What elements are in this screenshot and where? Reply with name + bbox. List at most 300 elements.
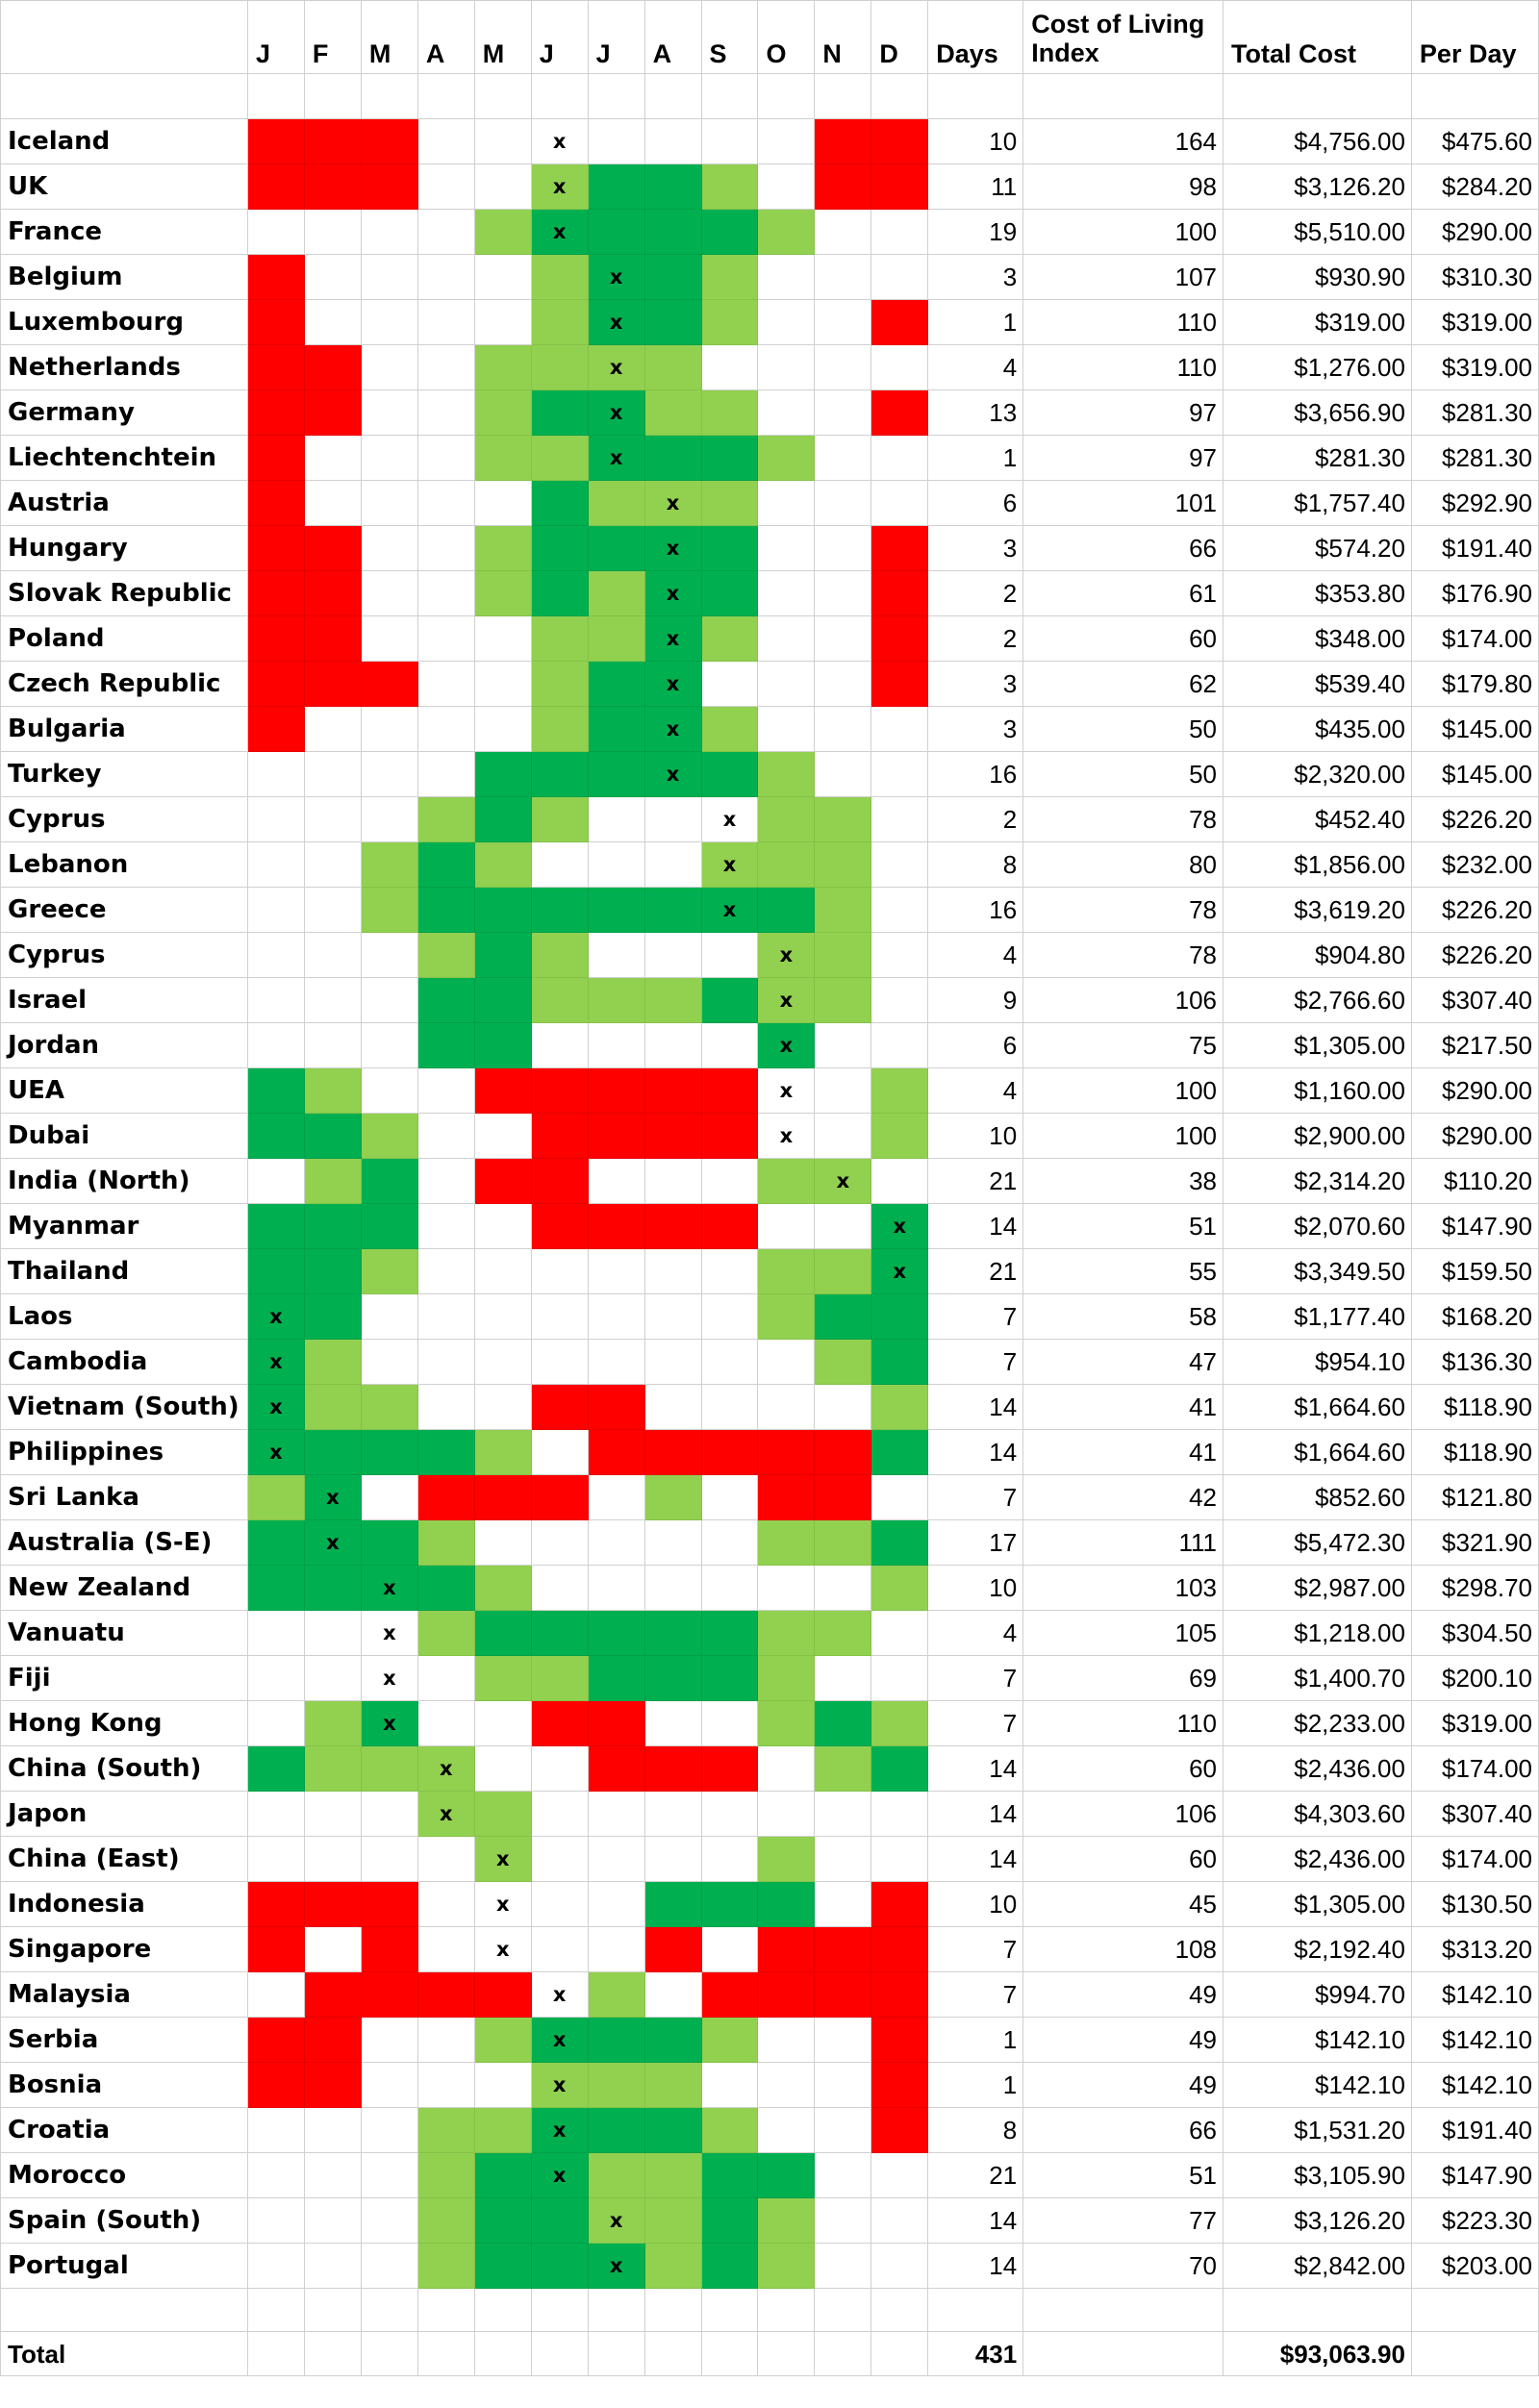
per-day-cell: $281.30 <box>1411 436 1538 481</box>
month-cell <box>815 2018 871 2063</box>
month-cell <box>304 1023 361 1068</box>
month-cell <box>304 210 361 255</box>
country-name: Turkey <box>1 752 248 797</box>
country-name: Serbia <box>1 2018 248 2063</box>
grand-total-cost: $93,063.90 <box>1224 2332 1412 2376</box>
month-cell <box>871 842 928 888</box>
cost-index-cell: 66 <box>1023 2108 1224 2153</box>
visit-mark: x <box>269 1440 283 1464</box>
days-cell: 2 <box>928 797 1023 842</box>
cost-index-cell: 106 <box>1023 978 1224 1023</box>
visit-mark: x <box>666 490 680 514</box>
total-cost-cell: $2,987.00 <box>1224 1566 1412 1611</box>
month-cell <box>247 119 304 164</box>
country-name: Sri Lanka <box>1 1475 248 1520</box>
month-cell <box>417 933 474 978</box>
cost-index-cell: 49 <box>1023 2063 1224 2108</box>
table-row <box>1 119 1539 164</box>
table-row <box>1 1566 1539 1611</box>
table-row <box>1 933 1539 978</box>
month-cell <box>871 2244 928 2289</box>
month-cell <box>304 933 361 978</box>
month-cell <box>701 1792 758 1837</box>
month-cell <box>474 300 531 345</box>
month-cell <box>815 1837 871 1882</box>
month-cell <box>644 616 701 662</box>
month-cell <box>871 1701 928 1746</box>
visit-mark: x <box>779 1078 794 1102</box>
cost-index-cell: 78 <box>1023 797 1224 842</box>
month-cell <box>247 1475 304 1520</box>
country-name: Cyprus <box>1 797 248 842</box>
total-cost-cell: $1,218.00 <box>1224 1611 1412 1656</box>
total-days: 431 <box>928 2332 1023 2376</box>
month-cell <box>531 2244 588 2289</box>
month-cell <box>701 2063 758 2108</box>
month-cell <box>531 933 588 978</box>
month-cell <box>644 345 701 390</box>
table-row <box>1 978 1539 1023</box>
total-cost-cell: $3,126.20 <box>1224 164 1412 210</box>
per-day-cell: $304.50 <box>1411 1611 1538 1656</box>
month-cell <box>588 1927 644 1972</box>
month-cell <box>871 616 928 662</box>
month-cell <box>758 1972 815 2018</box>
month-cell <box>474 616 531 662</box>
visit-mark: x <box>609 355 623 379</box>
month-cell <box>531 1204 588 1249</box>
month-cell <box>644 1430 701 1475</box>
month-cell <box>247 2018 304 2063</box>
table-row <box>1 1927 1539 1972</box>
month-cell <box>815 2244 871 2289</box>
month-cell <box>815 571 871 616</box>
month-cell <box>531 752 588 797</box>
month-cell <box>758 1520 815 1566</box>
country-name: Poland <box>1 616 248 662</box>
month-cell <box>701 2108 758 2153</box>
per-day-cell: $142.10 <box>1411 2018 1538 2063</box>
month-cell <box>361 1294 417 1340</box>
month-cell <box>815 164 871 210</box>
month-cell <box>417 1385 474 1430</box>
month-cell <box>247 255 304 300</box>
month-cell <box>871 2018 928 2063</box>
month-cell <box>361 481 417 526</box>
month-cell <box>361 1656 417 1701</box>
cost-index-cell: 51 <box>1023 1204 1224 1249</box>
month-cell <box>644 1520 701 1566</box>
month-cell <box>588 1249 644 1294</box>
per-day-cell: $174.00 <box>1411 1746 1538 1792</box>
month-cell <box>871 2153 928 2198</box>
month-cell <box>417 390 474 436</box>
month-cell <box>361 888 417 933</box>
table-row <box>1 1475 1539 1520</box>
month-cell <box>758 1792 815 1837</box>
month-cell <box>815 978 871 1023</box>
country-name: Singapore <box>1 1927 248 1972</box>
total-cost-cell: $994.70 <box>1224 1972 1412 2018</box>
month-cell <box>474 571 531 616</box>
per-day-cell: $179.80 <box>1411 662 1538 707</box>
month-cell <box>531 1701 588 1746</box>
month-cell <box>531 390 588 436</box>
month-cell <box>588 662 644 707</box>
month-cell <box>361 752 417 797</box>
month-cell <box>871 390 928 436</box>
month-cell <box>247 752 304 797</box>
month-cell <box>644 797 701 842</box>
month-cell <box>417 300 474 345</box>
month-cell <box>247 571 304 616</box>
total-cost-cell: $2,314.20 <box>1224 1159 1412 1204</box>
month-cell <box>644 1837 701 1882</box>
month-cell <box>588 1566 644 1611</box>
cost-index-cell: 77 <box>1023 2198 1224 2244</box>
month-cell <box>361 1340 417 1385</box>
table-row <box>1 707 1539 752</box>
table-row <box>1 1294 1539 1340</box>
month-cell <box>701 210 758 255</box>
month-cell <box>474 1340 531 1385</box>
table-row <box>1 2108 1539 2153</box>
month-cell <box>474 888 531 933</box>
month-cell <box>304 978 361 1023</box>
per-day-cell: $191.40 <box>1411 2108 1538 2153</box>
country-name: Hungary <box>1 526 248 571</box>
month-cell <box>871 752 928 797</box>
month-cell <box>758 1385 815 1430</box>
cost-index-cell: 66 <box>1023 526 1224 571</box>
month-cell <box>361 1701 417 1746</box>
month-cell <box>758 842 815 888</box>
month-cell <box>474 2108 531 2153</box>
month-cell <box>758 1837 815 1882</box>
month-cell <box>644 978 701 1023</box>
visit-mark: x <box>609 310 623 334</box>
cost-index-cell: 62 <box>1023 662 1224 707</box>
per-day-cell: $142.10 <box>1411 1972 1538 2018</box>
month-cell <box>758 1114 815 1159</box>
month-cell <box>758 1340 815 1385</box>
month-cell <box>474 1294 531 1340</box>
month-cell <box>588 1204 644 1249</box>
visit-mark: x <box>552 2027 567 2051</box>
cost-index-cell: 80 <box>1023 842 1224 888</box>
month-cell <box>531 1340 588 1385</box>
table-row <box>1 1611 1539 1656</box>
month-cell <box>701 1656 758 1701</box>
month-cell <box>758 2018 815 2063</box>
country-name: Vanuatu <box>1 1611 248 1656</box>
month-cell <box>588 2018 644 2063</box>
month-cell <box>815 1068 871 1114</box>
month-cell <box>871 345 928 390</box>
month-cell <box>361 436 417 481</box>
country-name: Spain (South) <box>1 2198 248 2244</box>
table-row <box>1 797 1539 842</box>
month-cell <box>417 255 474 300</box>
total-cost-cell: $452.40 <box>1224 797 1412 842</box>
table-row <box>1 1023 1539 1068</box>
cost-index-cell: 69 <box>1023 1656 1224 1701</box>
month-cell <box>417 2018 474 2063</box>
per-day-header: Per Day <box>1411 1 1538 74</box>
total-cost-cell: $3,105.90 <box>1224 2153 1412 2198</box>
days-cell: 11 <box>928 164 1023 210</box>
month-cell <box>474 1837 531 1882</box>
month-cell <box>871 1882 928 1927</box>
country-name: Indonesia <box>1 1882 248 1927</box>
month-cell <box>304 797 361 842</box>
month-cell <box>644 1972 701 2018</box>
table-row <box>1 1340 1539 1385</box>
visit-mark: x <box>326 1485 340 1509</box>
month-cell <box>304 481 361 526</box>
month-cell <box>361 1837 417 1882</box>
month-cell <box>871 1385 928 1430</box>
days-cell: 3 <box>928 526 1023 571</box>
month-cell <box>701 1385 758 1430</box>
days-cell: 21 <box>928 1249 1023 1294</box>
visit-mark: x <box>836 1168 850 1192</box>
cost-index-cell: 100 <box>1023 1068 1224 1114</box>
country-name: China (East) <box>1 1837 248 1882</box>
month-cell <box>701 1475 758 1520</box>
month-cell <box>815 2108 871 2153</box>
month-cell <box>815 1430 871 1475</box>
month-cell <box>701 978 758 1023</box>
month-cell <box>701 842 758 888</box>
month-cell <box>644 1385 701 1430</box>
month-cell <box>815 1792 871 1837</box>
month-cell <box>701 797 758 842</box>
month-cell <box>417 1701 474 1746</box>
per-day-cell: $142.10 <box>1411 2063 1538 2108</box>
month-cell <box>871 1656 928 1701</box>
month-cell <box>304 526 361 571</box>
cost-index-cell: 51 <box>1023 2153 1224 2198</box>
month-cell <box>474 1611 531 1656</box>
visit-mark: x <box>552 2072 567 2096</box>
month-cell <box>871 210 928 255</box>
visit-mark: x <box>552 2118 567 2142</box>
total-cost-cell: $353.80 <box>1224 571 1412 616</box>
month-cell <box>304 436 361 481</box>
cost-index-cell: 42 <box>1023 1475 1224 1520</box>
month-cell <box>304 1068 361 1114</box>
month-cell <box>588 1972 644 2018</box>
table-row <box>1 2063 1539 2108</box>
visit-mark: x <box>609 400 623 424</box>
month-cell <box>871 797 928 842</box>
month-cell <box>531 978 588 1023</box>
month-cell <box>361 1159 417 1204</box>
month-cell <box>361 707 417 752</box>
days-cell: 14 <box>928 2244 1023 2289</box>
table-row <box>1 1972 1539 2018</box>
month-cell <box>361 2244 417 2289</box>
month-cell <box>588 1340 644 1385</box>
month-cell <box>247 164 304 210</box>
month-cell <box>474 1068 531 1114</box>
month-cell <box>474 119 531 164</box>
month-cell <box>701 300 758 345</box>
month-cell <box>644 1475 701 1520</box>
table-row <box>1 1068 1539 1114</box>
month-cell <box>417 1294 474 1340</box>
days-cell: 14 <box>928 1792 1023 1837</box>
month-cell <box>474 345 531 390</box>
days-cell: 2 <box>928 571 1023 616</box>
total-cost-cell: $1,276.00 <box>1224 345 1412 390</box>
cost-index-cell: 106 <box>1023 1792 1224 1837</box>
cost-index-cell: 45 <box>1023 1882 1224 1927</box>
month-cell <box>531 1972 588 2018</box>
days-cell: 7 <box>928 1475 1023 1520</box>
month-cell <box>247 2153 304 2198</box>
month-cell <box>701 1068 758 1114</box>
table-row <box>1 888 1539 933</box>
month-cell <box>644 707 701 752</box>
month-cell <box>531 707 588 752</box>
days-cell: 14 <box>928 1430 1023 1475</box>
total-cost-cell: $4,303.60 <box>1224 1792 1412 1837</box>
total-cost-cell: $1,305.00 <box>1224 1882 1412 1927</box>
per-day-cell: $118.90 <box>1411 1385 1538 1430</box>
total-cost-cell: $2,900.00 <box>1224 1114 1412 1159</box>
total-cost-cell: $5,510.00 <box>1224 210 1412 255</box>
month-cell <box>815 797 871 842</box>
month-cell <box>815 1566 871 1611</box>
month-cell <box>361 390 417 436</box>
cost-of-living-header: Cost of Living Index <box>1023 1 1224 74</box>
table-row <box>1 1792 1539 1837</box>
visit-mark: x <box>722 852 737 876</box>
month-cell <box>758 1746 815 1792</box>
month-cell <box>474 390 531 436</box>
month-cell <box>417 345 474 390</box>
month-cell <box>531 300 588 345</box>
total-label: Total <box>1 2332 248 2376</box>
month-cell <box>531 1566 588 1611</box>
month-cell <box>247 436 304 481</box>
month-cell <box>247 1023 304 1068</box>
month-cell <box>758 2108 815 2153</box>
total-row <box>1 2332 1539 2376</box>
month-cell <box>871 1430 928 1475</box>
month-cell <box>474 2244 531 2289</box>
month-cell <box>474 752 531 797</box>
days-cell: 7 <box>928 1294 1023 1340</box>
month-cell <box>701 1972 758 2018</box>
table-row <box>1 255 1539 300</box>
month-cell <box>588 481 644 526</box>
total-cost-cell: $3,619.20 <box>1224 888 1412 933</box>
country-name: Vietnam (South) <box>1 1385 248 1430</box>
month-cell <box>247 797 304 842</box>
month-cell <box>701 345 758 390</box>
month-cell <box>247 2063 304 2108</box>
visit-mark: x <box>269 1394 283 1418</box>
total-cost-cell: $3,656.90 <box>1224 390 1412 436</box>
month-cell <box>531 255 588 300</box>
visit-mark: x <box>609 2253 623 2277</box>
total-cost-header: Total Cost <box>1224 1 1412 74</box>
total-cost-cell: $1,664.60 <box>1224 1385 1412 1430</box>
per-day-cell: $147.90 <box>1411 1204 1538 1249</box>
visit-mark: x <box>666 626 680 650</box>
days-cell: 7 <box>928 1701 1023 1746</box>
month-cell <box>758 1475 815 1520</box>
total-cost-cell: $348.00 <box>1224 616 1412 662</box>
days-cell: 21 <box>928 1159 1023 1204</box>
country-name: Croatia <box>1 2108 248 2153</box>
month-cell <box>588 119 644 164</box>
month-cell <box>701 888 758 933</box>
month-cell <box>247 933 304 978</box>
cost-index-cell: 41 <box>1023 1430 1224 1475</box>
month-cell <box>417 752 474 797</box>
days-cell: 10 <box>928 1882 1023 1927</box>
month-cell <box>758 119 815 164</box>
days-cell: 1 <box>928 300 1023 345</box>
month-cell <box>247 1701 304 1746</box>
month-cell <box>815 436 871 481</box>
month-cell <box>417 210 474 255</box>
month-cell <box>758 345 815 390</box>
cost-index-cell: 100 <box>1023 1114 1224 1159</box>
month-cell <box>815 1746 871 1792</box>
table-row <box>1 1430 1539 1475</box>
month-cell <box>644 481 701 526</box>
total-cost-cell: $539.40 <box>1224 662 1412 707</box>
month-cell <box>871 1159 928 1204</box>
per-day-cell: $174.00 <box>1411 616 1538 662</box>
month-cell <box>531 1068 588 1114</box>
table-row <box>1 1159 1539 1204</box>
month-cell <box>304 1204 361 1249</box>
month-cell <box>247 1927 304 1972</box>
month-cell <box>304 1475 361 1520</box>
month-cell <box>815 662 871 707</box>
month-cell <box>247 210 304 255</box>
month-cell <box>588 797 644 842</box>
total-cost-cell: $1,531.20 <box>1224 2108 1412 2153</box>
cost-index-cell: 105 <box>1023 1611 1224 1656</box>
month-cell <box>588 1114 644 1159</box>
month-cell <box>644 2063 701 2108</box>
month-cell <box>417 888 474 933</box>
days-cell: 7 <box>928 1972 1023 2018</box>
month-cell <box>474 1475 531 1520</box>
month-cell <box>871 1927 928 1972</box>
month-cell <box>758 797 815 842</box>
per-day-cell: $226.20 <box>1411 888 1538 933</box>
country-name: Belgium <box>1 255 248 300</box>
month-cell <box>531 1656 588 1701</box>
month-cell <box>701 1520 758 1566</box>
total-cost-cell: $1,400.70 <box>1224 1656 1412 1701</box>
cost-index-cell: 50 <box>1023 707 1224 752</box>
per-day-cell: $475.60 <box>1411 119 1538 164</box>
total-cost-cell: $930.90 <box>1224 255 1412 300</box>
days-cell: 9 <box>928 978 1023 1023</box>
days-cell: 8 <box>928 842 1023 888</box>
month-cell <box>531 1023 588 1068</box>
month-cell <box>815 481 871 526</box>
